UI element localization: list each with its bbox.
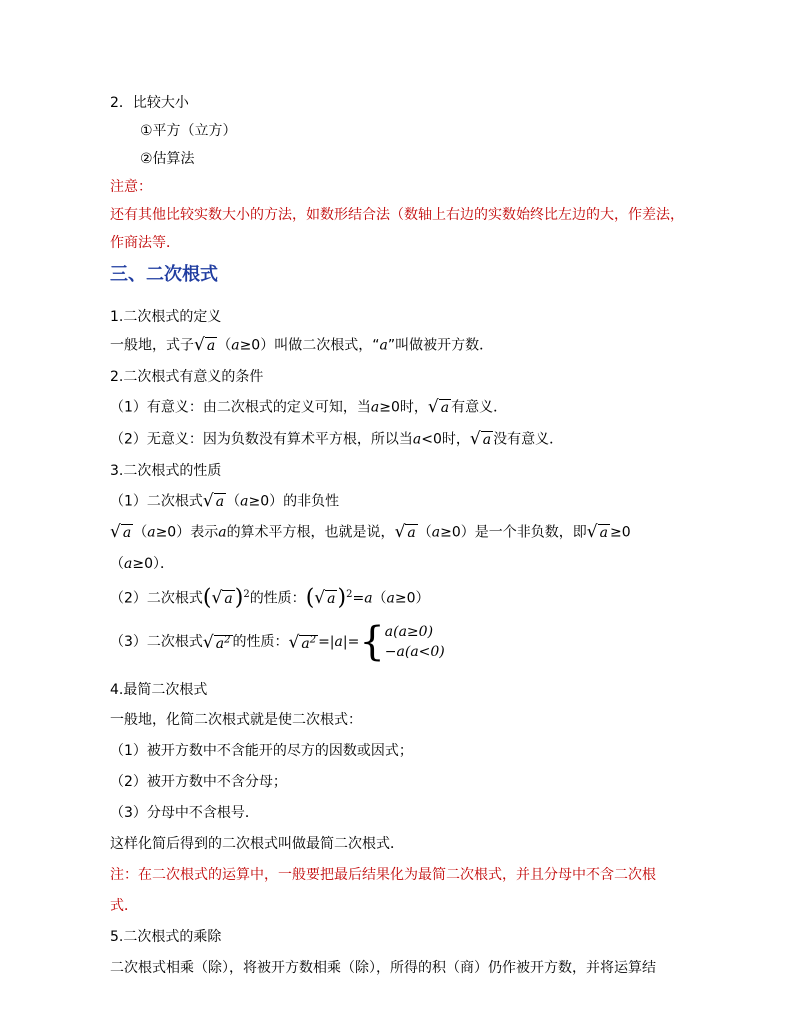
- sqrt-a: √ a: [110, 522, 132, 542]
- definition-title: 1.二次根式的定义: [110, 309, 222, 325]
- property-nonnegative: （1）二次根式√ a （a≥0）的非负性: [110, 491, 340, 511]
- section-3-title: 三、二次根式: [110, 264, 218, 285]
- piecewise-cases: a(a≥0) −a(a<0): [384, 624, 445, 660]
- simplest-title: 4.最简二次根式: [110, 682, 208, 698]
- sqrt-a: √ a: [586, 522, 608, 542]
- simplest-rule-1: （1）被开方数中不含能开的尽方的因数或因式；: [110, 743, 413, 759]
- condition-meaningful: （1）有意义：由二次根式的定义可知，当a≥0时，√ a 有意义．: [110, 397, 508, 417]
- sqrt-a: √ a: [427, 397, 450, 417]
- note-text-line2: 作商法等．: [110, 235, 180, 251]
- sqrt-a: √ a: [394, 522, 416, 542]
- property-explanation: √ a （a≥0）表示a的算术平方根，也就是说，√ a （a≥0）是一个非负数，即√ a ≥0: [110, 522, 631, 542]
- simplest-rule-2: （2）被开方数中不含分母；: [110, 774, 287, 790]
- sqrt-a: √ a: [314, 588, 336, 609]
- sqrt-a: √ a: [194, 335, 216, 355]
- compare-method-2: ②估算法: [140, 151, 195, 167]
- condition-meaningless: （2）无意义：因为负数没有算术平方根，所以当a<0时，√ a 没有意义．: [110, 429, 564, 449]
- sqrt-a-squared: √ $a^2$: [288, 632, 317, 653]
- property-explanation-cont: （a≥0）．: [110, 556, 174, 572]
- section-2-title: 2．比较大小: [110, 95, 189, 111]
- simplest-conclusion: 这样化简后得到的二次根式叫做最简二次根式．: [110, 836, 404, 852]
- simplest-intro: 一般地，化简二次根式就是使二次根式：: [110, 712, 362, 728]
- sqrt-a: √ a: [469, 429, 492, 449]
- definition-line: 一般地，式子√ a （a≥0）叫做二次根式，“a”叫做被开方数．: [110, 335, 494, 355]
- property-sqrt-square: （3）二次根式√ $a^2$ 的性质：√ $a^2 =|a|=\{a(a\ge 0)$ −a(a<0): [110, 619, 445, 665]
- sqrt-a: √ a: [211, 588, 233, 609]
- note-label: 注意：: [110, 179, 152, 195]
- property-title: 3.二次根式的性质: [110, 463, 222, 479]
- note-text-line1: 还有其他比较实数大小的方法，如数形结合法（数轴上右边的实数始终比左边的大，作差法，: [110, 207, 684, 223]
- sqrt-a-squared: √ $a^2$: [202, 632, 231, 653]
- simplest-note-line2: 式．: [110, 898, 138, 914]
- compare-method-1: ①平方（立方）: [140, 123, 237, 139]
- property-square: （2）二次根式(√ a)$^2$的性质：(√ a)$^2$=a（a≥0）: [110, 585, 430, 611]
- simplest-rule-3: （3）分母中不含根号．: [110, 805, 259, 821]
- condition-title: 2.二次根式有意义的条件: [110, 369, 264, 385]
- simplest-note-line1: 注：在二次根式的运算中，一般要把最后结果化为最简二次根式，并且分母中不含二次根: [110, 867, 656, 883]
- multiply-divide-title: 5.二次根式的乘除: [110, 929, 222, 945]
- sqrt-a: √ a: [202, 491, 225, 511]
- multiply-divide-text: 二次根式相乘（除），将被开方数相乘（除），所得的积（商）仍作被开方数，并将运算结: [110, 960, 656, 976]
